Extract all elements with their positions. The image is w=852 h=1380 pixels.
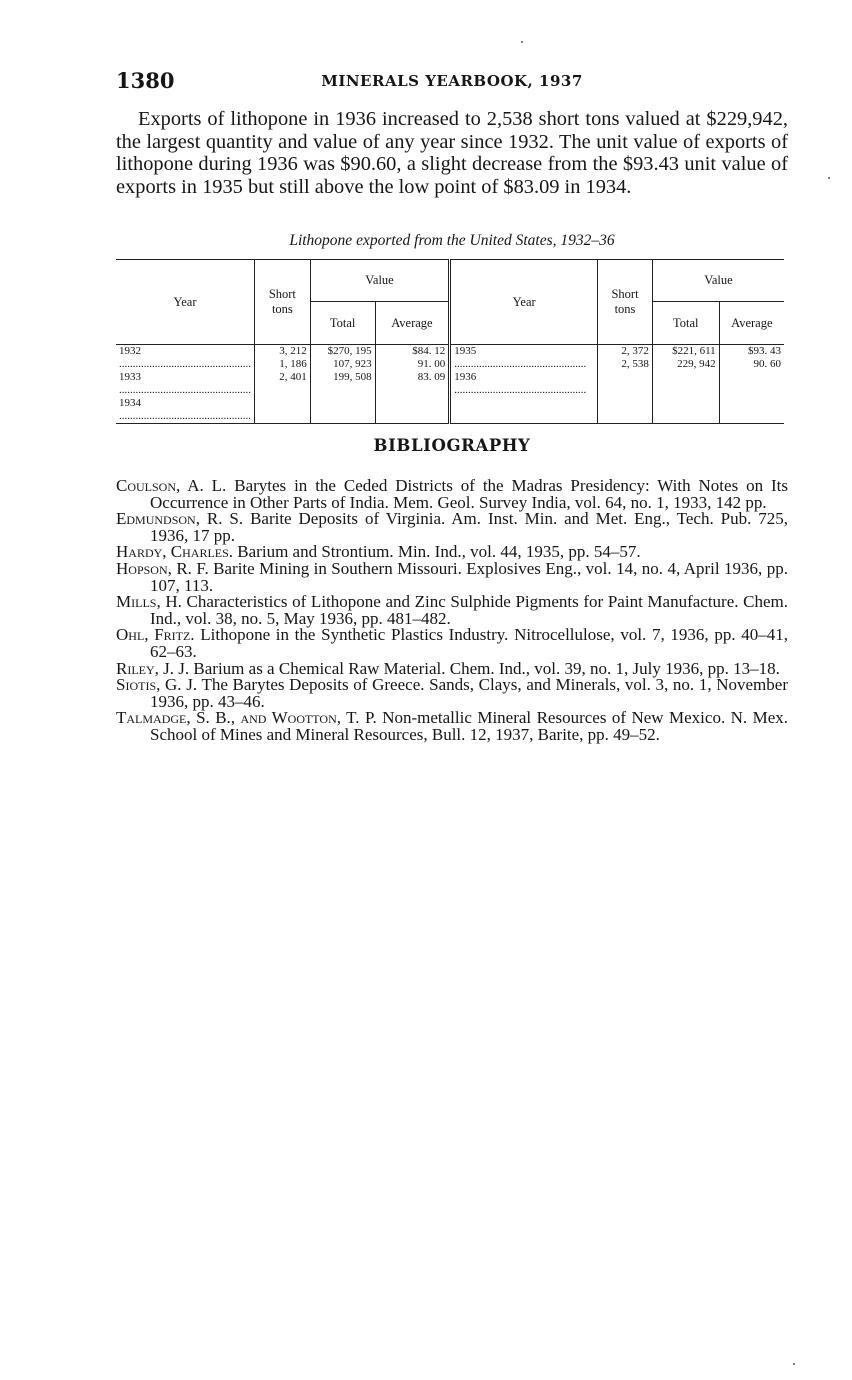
total-value: $270, 195	[327, 345, 372, 357]
entry-text: Barium as a Chemical Raw Material. Chem. Ind., vol. 39, no. 1, July 1936, pp. 13–18.	[193, 658, 780, 678]
exports-table	[116, 259, 784, 424]
bibliography-list	[116, 478, 788, 744]
entry-text: Barite Deposits of Virginia. Am. Inst. Min. and Met. Eng., Tech. Pub. 725, 1936, 17 pp.	[150, 509, 789, 545]
entry-author: Talmadge, S. B., and Wootton, T. P.	[116, 708, 377, 728]
bibliography-heading: BIBLIOGRAPHY	[373, 436, 531, 455]
year-label: 1932 ................................................	[119, 345, 251, 370]
entry-author: Mills, H.	[116, 592, 182, 612]
entry-author: Coulson, A. L.	[116, 476, 227, 495]
short-tons-value: 2, 401	[279, 371, 307, 383]
col-average: Average	[375, 302, 450, 345]
scan-speck	[521, 41, 523, 43]
entry-author: Hopson, R. F.	[116, 558, 209, 578]
total-cell-right	[652, 345, 719, 424]
bibliography-entry	[116, 478, 788, 511]
average-value: 91. 00	[417, 358, 446, 370]
bibliography-entry	[116, 558, 789, 595]
year-label: 1933 ................................................	[119, 371, 251, 396]
year-label: 1935 ................................................	[454, 345, 587, 370]
col-value-right: Value	[652, 260, 784, 302]
entry-author: Hardy, Charles.	[116, 542, 234, 562]
bibliography-entry	[116, 627, 788, 660]
short-tons-cell	[255, 345, 311, 424]
col-year-right: Year	[450, 260, 598, 345]
col-total-right: Total	[652, 302, 719, 345]
entry-text: Characteristics of Lithopone and Zinc Sulphide Pigments for Paint Manufacture. Chem. Ind., vol. 38, no. 5, May 1936, pp. 481–482.	[150, 592, 788, 628]
entry-text: The Barytes Deposits of Greece. Sands, Clays, and Minerals, vol. 3, no. 1, November 1936, pp. 43–46.	[150, 675, 788, 711]
entry-text: Non-metallic Mineral Resources of New Mexico. N. Mex. School of Mines and Mineral Resources, Bull. 12, 1937, Barite, pp. 49–52.	[150, 708, 788, 744]
entry-author: Edmundson, R. S.	[116, 509, 244, 529]
short-tons-value: 1, 186	[279, 358, 307, 370]
bibliography-entry	[116, 710, 788, 743]
intro-paragraph: Exports of lithopone in 1936 increased to 2,538 short tons valued at $229,942, the largest quantity and value of any year since 1932. The unit value of exports of lithopone during 1936 was $90.60, a slight decrease from the $93.43 unit value of exports in 1935 but still above the low point of $83.09 in 1934.	[116, 108, 788, 198]
running-title: MINERALS YEARBOOK, 1937	[321, 72, 583, 90]
col-value: Value	[310, 260, 450, 302]
entry-author: Riley, J. J.	[116, 658, 190, 678]
average-cell	[375, 345, 450, 424]
total-value: $221, 611	[672, 345, 716, 357]
bibliography-entry	[116, 677, 788, 710]
col-total: Total	[310, 302, 375, 345]
entry-author: Siotis, G. J.	[116, 675, 198, 695]
col-year: Year	[116, 260, 255, 345]
entry-author: Ohl, Fritz.	[116, 625, 195, 645]
average-value: $84. 12	[412, 345, 446, 357]
average-value: $93. 43	[748, 345, 781, 357]
table-caption: Lithopone exported from the United States, 1932–36	[289, 232, 615, 249]
total-value: 107, 923	[333, 358, 372, 370]
average-value: 90. 60	[753, 358, 781, 370]
total-cell	[310, 345, 375, 424]
entry-text: Barite Mining in Southern Missouri. Explosives Eng., vol. 14, no. 4, April 1936, pp. 107, 113.	[150, 558, 789, 595]
total-value: 229, 942	[677, 358, 716, 370]
short-tons-value: 3, 212	[279, 345, 307, 357]
year-label: 1936 ................................................	[454, 371, 587, 396]
short-tons-value: 2, 372	[621, 345, 649, 357]
bibliography-entry	[116, 594, 788, 627]
year-label: 1934 ................................................	[119, 397, 251, 422]
col-average-right: Average	[719, 302, 784, 345]
scan-speck	[793, 1363, 795, 1365]
col-short-tons-right: Short tons	[598, 260, 653, 345]
average-cell-right	[719, 345, 784, 424]
average-value: 83. 09	[417, 371, 446, 383]
page-header	[116, 68, 788, 94]
year-cell	[116, 345, 255, 424]
table-row	[116, 345, 784, 424]
entry-text: Barium and Strontium. Min. Ind., vol. 44, 1935, pp. 54–57.	[237, 542, 641, 562]
short-tons-cell-right	[598, 345, 653, 424]
scan-speck	[828, 177, 830, 179]
entry-text: Lithopone in the Synthetic Plastics Industry. Nitrocellulose, vol. 7, 1936, pp. 40–41, 62–63.	[150, 625, 788, 661]
entry-text: Barytes in the Ceded Districts of the Madras Presidency: With Notes on Its Occurrence in Other Parts of India. Mem. Geol. Survey India, vol. 64, no. 1, 1933, 142 pp.	[150, 476, 789, 512]
page-number: 1380	[116, 68, 175, 93]
short-tons-value: 2, 538	[621, 358, 649, 370]
col-short-tons: Short tons	[255, 260, 311, 345]
bibliography-entry	[116, 511, 788, 544]
total-value: 199, 508	[333, 371, 372, 383]
year-cell-right	[450, 345, 598, 424]
